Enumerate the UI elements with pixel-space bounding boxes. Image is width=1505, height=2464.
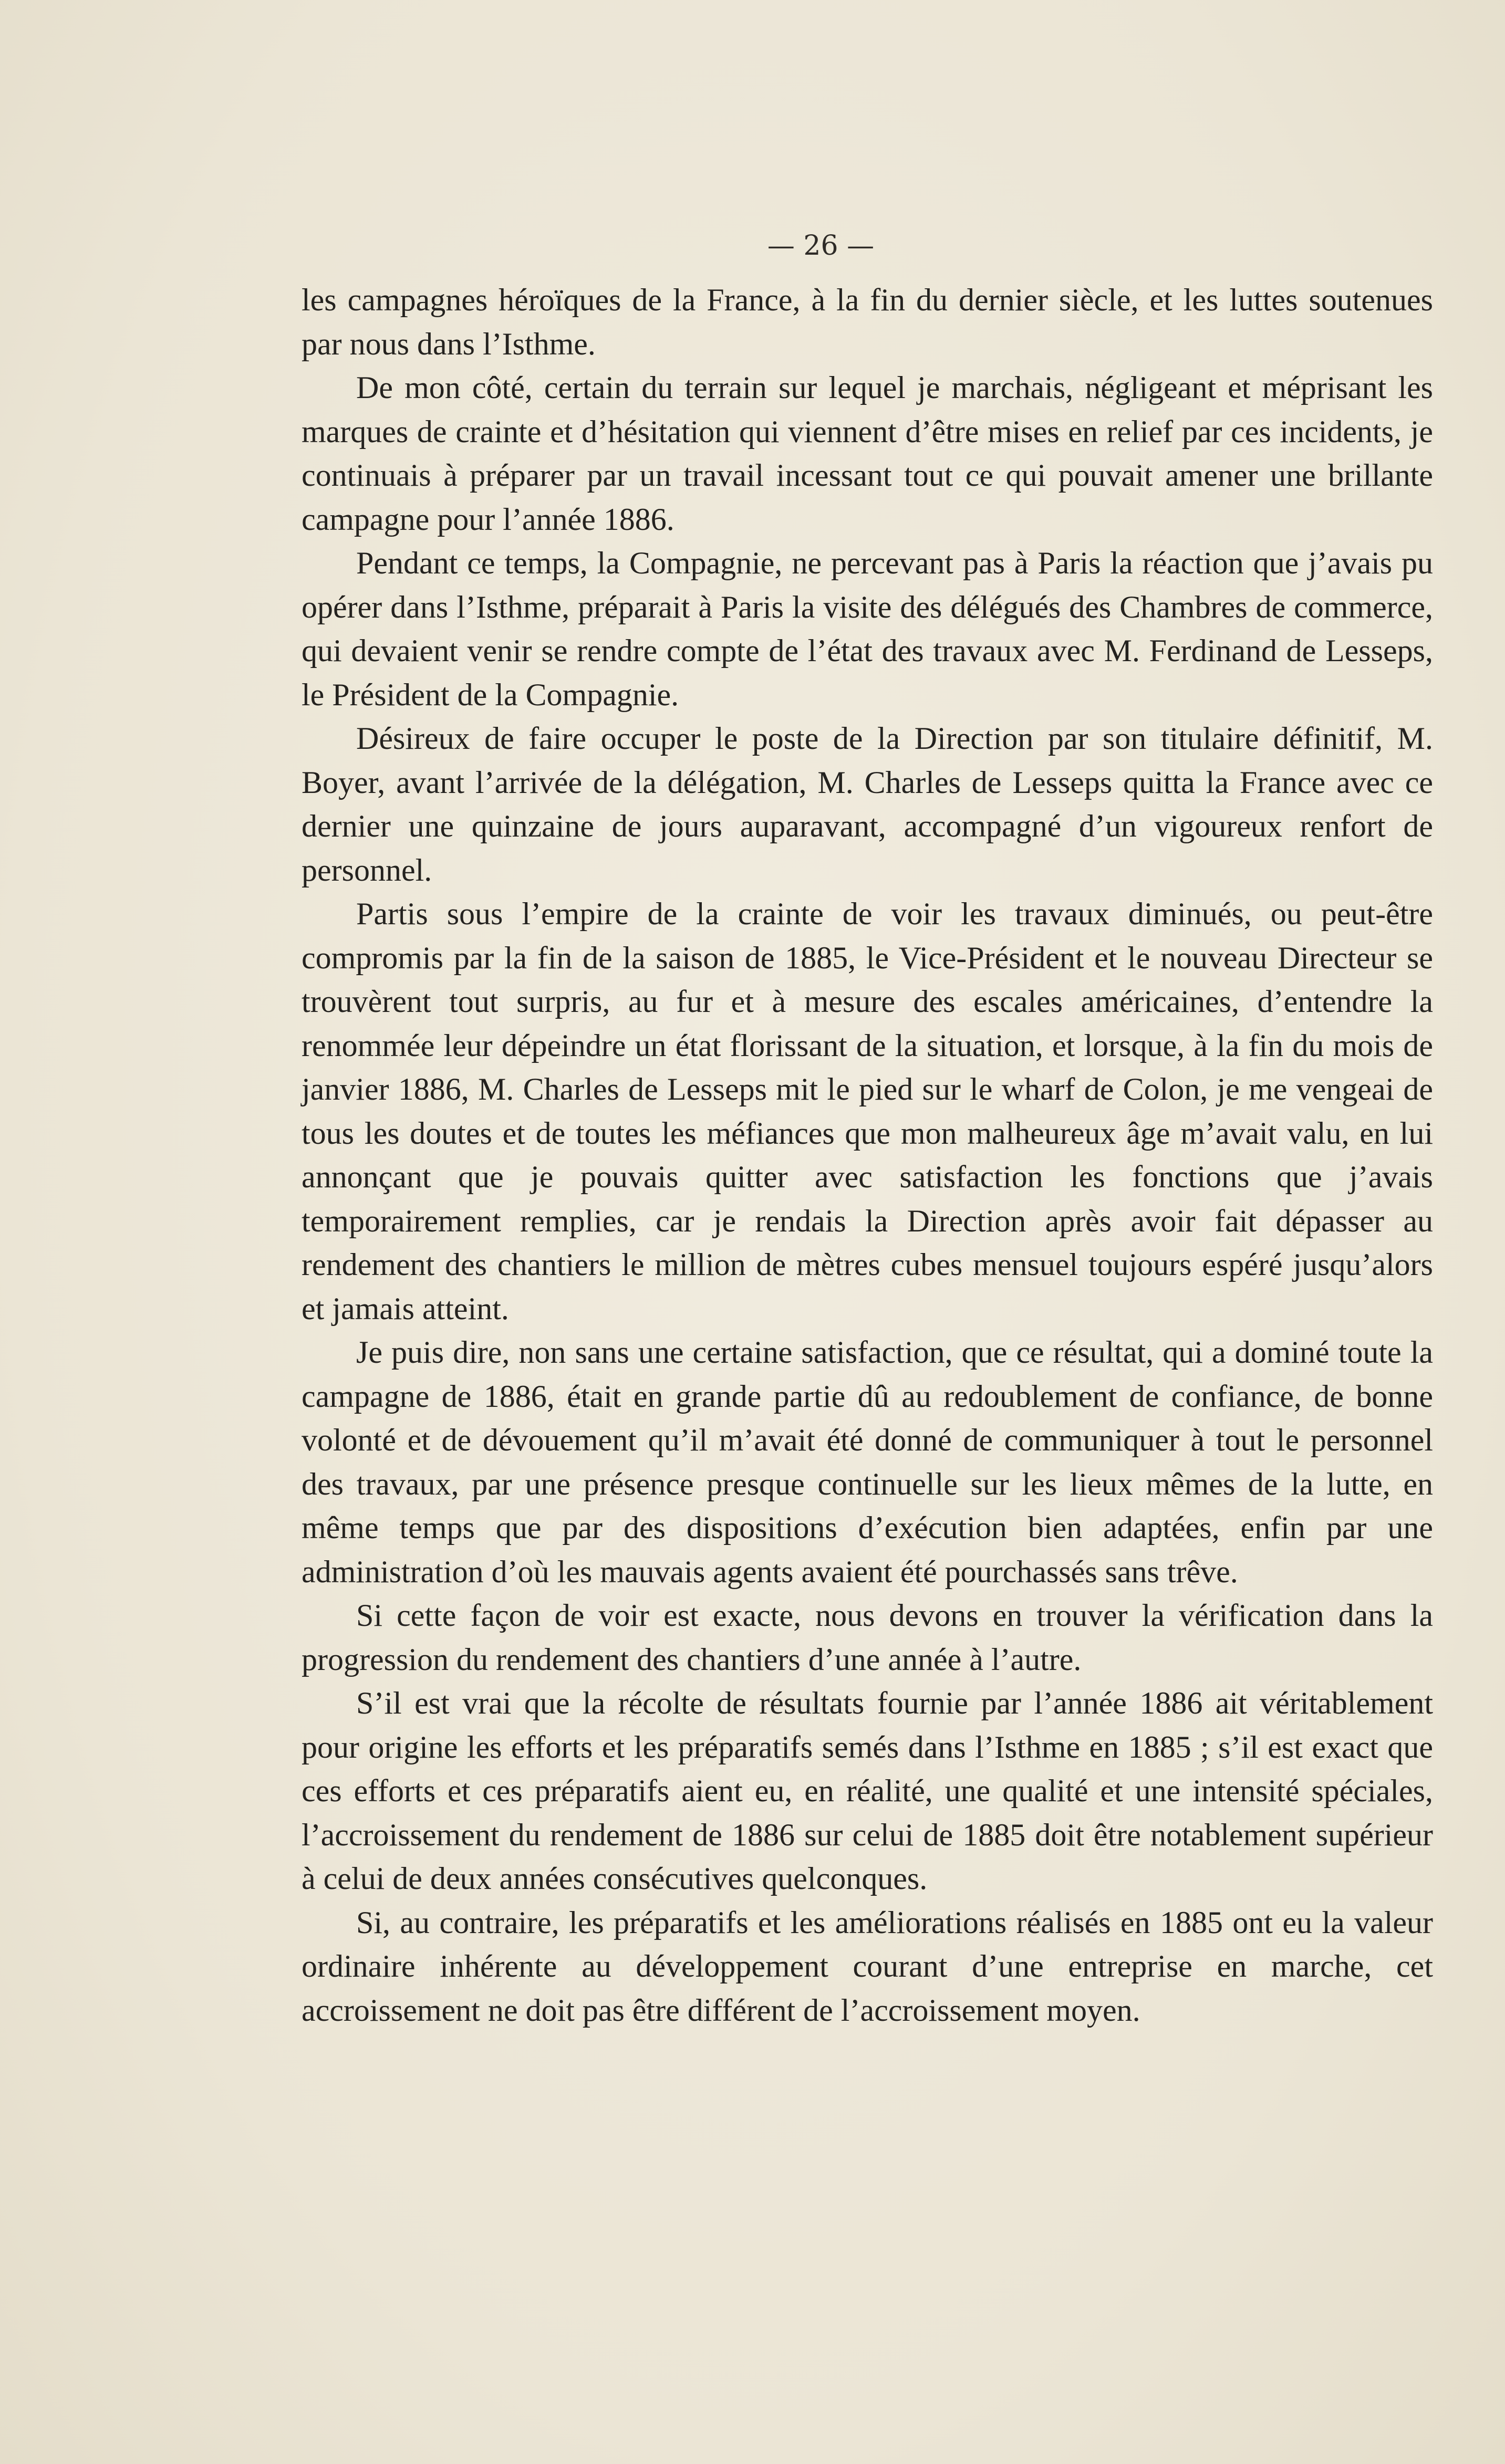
paragraph: Je puis dire, non sans une certaine satisfaction, que ce résultat, qui a dominé toute la campagne de 1886, était en grande partie dû au redoublement de confiance, de bonne volonté et de dévouement qu’il m’avait été donné de communiquer à tout le personnel des travaux, par une présence presque continuelle sur les lieux mêmes de la lutte, en même temps que par des dispositions d’exécution bien adaptées, enfin par une administration d’où les mauvais agents avaient été pourchassés sans trêve. [302,1335,1433,1589]
page-number: — 26 — [767,230,875,262]
paragraph: les campagnes héroïques de la France, à la fin du dernier siècle, et les luttes soutenues par nous dans l’Isthme. [302,283,1433,361]
paragraph: Désireux de faire occuper le poste de la Direction par son titulaire définitif, M. Boyer, avant l’arrivée de la délégation, M. Charles de Lesseps quitta la France avec ce dernier une quinzaine de jours auparavant, accompagné d’un vigoureux renfort de personnel. [302,721,1433,888]
body-text [302,278,1433,2032]
paragraph: S’il est vrai que la récolte de résultats fournie par l’année 1886 ait véritablement pour origine les efforts et les préparatifs semés dans l’Isthme en 1885 ; s’il est exact que ces efforts et ces préparatifs aient eu, en réalité, une qualité et une intensité spéciales, l’accroissement du rendement de 1886 sur celui de 1885 doit être notablement supérieur à celui de deux années consécutives quelconques. [302,1686,1433,1896]
paragraph: Si cette façon de voir est exacte, nous devons en trouver la vérification dans la progression du rendement des chantiers d’une année à l’autre. [302,1598,1433,1677]
paragraph: Si, au contraire, les préparatifs et les améliorations réalisés en 1885 ont eu la valeur ordinaire inhérente au développement courant d’une entreprise en marche, cet accroissement ne doit pas être différent de l’accroissement moyen. [302,1905,1433,2028]
paragraph: Partis sous l’empire de la crainte de voir les travaux diminués, ou peut-être compromis par la fin de la saison de 1885, le Vice-Président et le nouveau Directeur se trouvèrent tout surpris, au fur et à mesure des escales américaines, d’entendre la renommée leur dépeindre un état florissant de la situation, et lorsque, à la fin du mois de janvier 1886, M. Charles de Lesseps mit le pied sur le wharf de Colon, je me vengeai de tous les doutes et de toutes les méfiances que mon malheureux âge m’avait valu, en lui annonçant que je pouvais quitter avec satisfaction les fonctions que j’avais temporairement remplies, car je rendais la Direction après avoir fait dépasser au rendement des chantiers le million de mètres cubes mensuel toujours espéré jusqu’alors et jamais atteint. [302,896,1433,1326]
paragraph: Pendant ce temps, la Compagnie, ne percevant pas à Paris la réaction que j’avais pu opérer dans l’Isthme, préparait à Paris la visite des délégués des Chambres de commerce, qui devaient venir se rendre compte de l’état des travaux avec M. Ferdinand de Lesseps, le Président de la Compagnie. [302,546,1433,712]
paragraph: De mon côté, certain du terrain sur lequel je marchais, négligeant et méprisant les marques de crainte et d’hésitation qui viennent d’être mises en relief par ces incidents, je continuais à préparer par un travail incessant tout ce qui pouvait amener une brillante campagne pour l’année 1886. [302,370,1433,537]
